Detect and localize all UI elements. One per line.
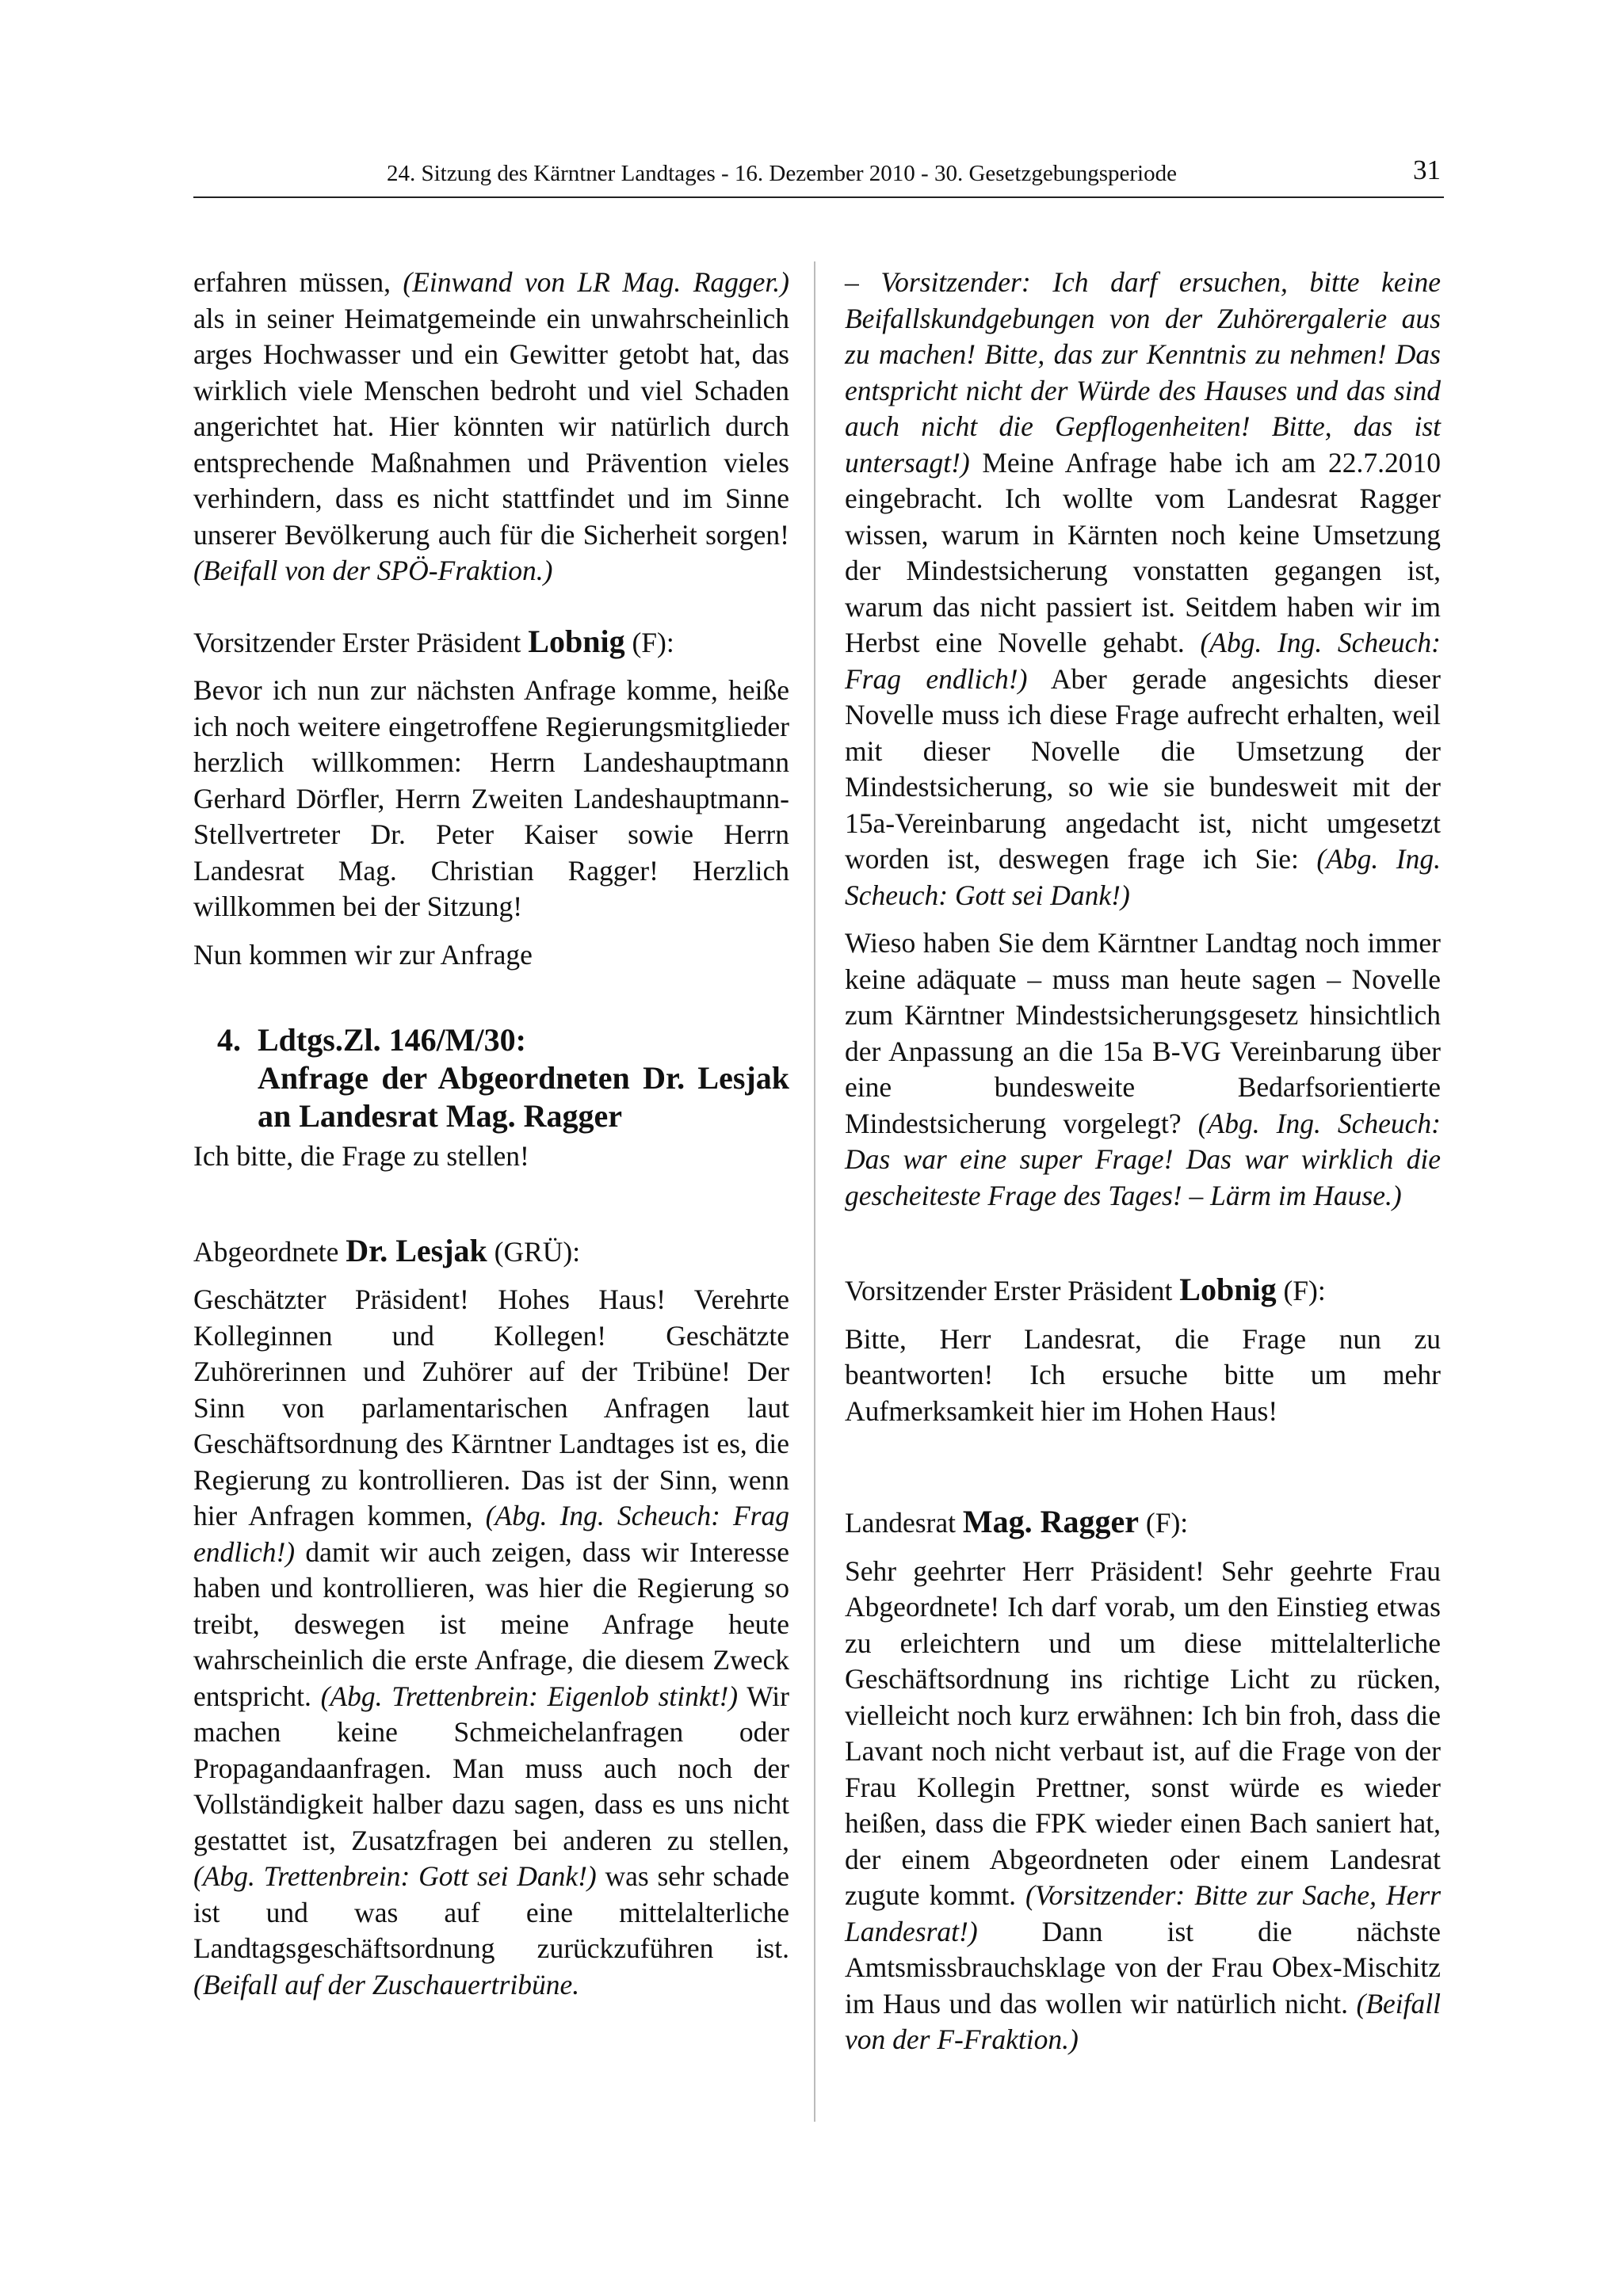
- agenda-item: [193, 1021, 789, 1135]
- speaker-name: Lobnig: [528, 623, 625, 659]
- interjection: (Vorsitzender: Bitte zur Sache, Herr Landesrat!): [845, 1879, 1442, 1947]
- paragraph: Geschätzter Präsident! Hohes Haus! Verehrte Kolleginnen und Kollegen! Geschätzte Zuhörerinnen und Zuhörer auf der Tribüne! Der Sinn von parlamentarischen Anfragen laut Geschäftsordnung des Kärntner Landtages ist es, die Regierung zu kontrollieren. Das ist der Sinn, wenn hier Anfragen kommen, (Abg. Ing. Scheuch: Frag endlich!) damit wir auch zeigen, dass wir Interesse haben und kontrollieren, was hier die Regierung so treibt, deswegen ist meine Anfrage heute wahrscheinlich die erste Anfrage, die diesem Zweck entspricht. (Abg. Trettenbrein: Eigenlob stinkt!) Wir machen keine Schmeichelanfragen oder Propagandaanfragen. Man muss auch noch der Vollständigkeit halber dazu sagen, dass es uns nicht gestattet ist, Zusatzfragen bei anderen zu stellen, (Abg. Trettenbrein: Gott sei Dank!) was sehr schade ist und was auf eine mittelalterliche Landtagsgeschäftsordnung zurückzuführen ist. (Beifall auf der Zuschauertribüne.: [193, 1283, 789, 2000]
- speaker-name: Mag. Ragger: [962, 1504, 1139, 1539]
- interjection: (Abg. Trettenbrein: Gott sei Dank!): [193, 1860, 597, 1892]
- speaker-heading: Vorsitzender Erster Präsident Lobnig (F):: [193, 623, 674, 659]
- interjection: (Abg. Ing. Scheuch: Gott sei Dank!): [845, 843, 1441, 911]
- agenda-reference: Ldtgs.Zl. 146/M/30:: [258, 1022, 526, 1058]
- header-title: 24. Sitzung des Kärntner Landtages - 16. Dezember 2010 - 30. Gesetzgebungsperiode: [387, 161, 1177, 186]
- interjection: (Einwand von LR Mag. Ragger.): [403, 266, 789, 298]
- paragraph: Sehr geehrter Herr Präsident! Sehr geehrte Frau Abgeordnete! Ich darf vorab, um den Einstieg etwas zu erleichtern und um diese mittelalterliche Geschäftsordnung ins richtige Licht zu rücken, vielleicht noch kurz erwähnen: Ich bin froh, dass die Lavant noch nicht verbaut ist, auf die Frage von der Frau Kollegin Prettner, sonst würde es wieder heißen, dass die FPK wieder einen Bach saniert hat, der einem Abgeordneten oder einem Landesrat zugute kommt. (Vorsitzender: Bitte zur Sache, Herr Landesrat!) Dann ist die nächste Amtsmissbrauchsklage von der Frau Obex-Mischitz im Haus und das wollen wir natürlich nicht. (Beifall von der F-Fraktion.): [845, 1554, 1442, 2055]
- paragraph: Ich bitte, die Frage zu stellen!: [193, 1140, 529, 1172]
- interjection: (Abg. Ing. Scheuch: Frag endlich!): [845, 627, 1441, 695]
- interjection: (Beifall von der F-Fraktion.): [845, 1987, 1441, 2055]
- paragraph: Bevor ich nun zur nächsten Anfrage komme, heiße ich noch weitere eingetroffene Regierungsmitglieder herzlich willkommen: Herrn Landeshauptmann Gerhard Dörfler, Herrn Zweiten Landeshauptmann-Stellvertreter Dr. Peter Kaiser sowie Herrn Landesrat Mag. Christian Ragger! Herzlich willkommen bei der Sitzung!: [193, 674, 789, 922]
- speaker-heading: Landesrat Mag. Ragger (F):: [845, 1504, 1189, 1539]
- speaker-name: Lobnig: [1179, 1272, 1277, 1307]
- running-header: [193, 155, 1444, 198]
- interjection: (Abg. Ing. Scheuch: Frag endlich!): [193, 1500, 789, 1568]
- page-number: 31: [1413, 154, 1441, 185]
- speaker-heading: Vorsitzender Erster Präsident Lobnig (F):: [845, 1272, 1326, 1307]
- speaker-name: Dr. Lesjak: [346, 1232, 487, 1268]
- agenda-title: Anfrage der Abgeordneten Dr. Lesjak an Landesrat Mag. Ragger: [258, 1060, 789, 1134]
- paragraph: – Vorsitzender: Ich darf ersuchen, bitte keine Beifallskundgebungen von der Zuhörergalerie aus zu machen! Bitte, das zur Kenntnis zu nehmen! Das entspricht nicht der Würde des Hauses und das sind auch nicht die Gepflogenheiten! Bitte, das ist untersagt!) Meine Anfrage habe ich am 22.7.2010 eingebracht. Ich wollte vom Landesrat Ragger wissen, warum in Kärnten noch keine Umsetzung der Mindestsicherung vonstatten gegangen ist, warum das nicht passiert ist. Seitdem haben wir im Herbst eine Novelle gehabt. (Abg. Ing. Scheuch: Frag endlich!) Aber gerade angesichts dieser Novelle muss ich diese Frage aufrecht erhalten, weil mit dieser Novelle die Umsetzung der Mindestsicherung, so wie sie bundesweit mit der 15a-Vereinbarung angedacht ist, nicht umgesetzt worden ist, deswegen frage ich Sie: (Abg. Ing. Scheuch: Gott sei Dank!): [845, 266, 1441, 911]
- right-column: [845, 265, 1441, 2058]
- paragraph: Wieso haben Sie dem Kärntner Landtag noch immer keine adäquate – muss man heute sagen – Novelle zum Kärntner Mindestsicherungsgesetz hinsichtlich der Anpassung an die 15a B-VG Vereinbarung über eine bundesweite Bedarfsorientierte Mindestsicherung vorgelegt? (Abg. Ing. Scheuch: Das war eine super Frage! Das war wirklich die gescheiteste Frage des Tages! – Lärm im Hause.): [845, 927, 1441, 1211]
- interjection: (Beifall auf der Zuschauertribüne.: [193, 1968, 580, 2000]
- interjection: (Abg. Trettenbrein: Eigenlob stinkt!): [320, 1680, 739, 1712]
- interjection: (Beifall von der SPÖ-Fraktion.): [193, 555, 553, 586]
- column-divider: [814, 261, 815, 2122]
- paragraph: erfahren müssen, (Einwand von LR Mag. Ragger.) als in seiner Heimatgemeinde ein unwahrscheinlich arges Hochwasser und ein Gewitter getobt hat, das wirklich viele Menschen bedroht und viel Schaden angerichtet hat. Hier könnten wir natürlich durch entsprechende Maßnahmen und Prävention vieles verhindern, dass es nicht stattfindet und im Sinne unserer Bevölkerung auch für die Sicherheit sorgen! (Beifall von der SPÖ-Fraktion.): [193, 266, 789, 586]
- paragraph: Bitte, Herr Landesrat, die Frage nun zu beantworten! Ich ersuche bitte um mehr Aufmerksamkeit hier im Hohen Haus!: [845, 1322, 1441, 1427]
- speaker-heading: Abgeordnete Dr. Lesjak (GRÜ):: [193, 1232, 581, 1268]
- paragraph: Nun kommen wir zur Anfrage: [193, 938, 533, 971]
- interjection: – Vorsitzender: Ich darf ersuchen, bitte keine Beifallskundgebungen von der Zuhörergalerie aus zu machen! Bitte, das zur Kenntnis zu nehmen! Das entspricht nicht der Würde des Hauses und das sind auch nicht die Gepflogenheiten! Bitte, das ist untersagt!): [845, 266, 1441, 479]
- interjection: (Abg. Ing. Scheuch: Das war eine super Frage! Das war wirklich die gescheiteste Frage des Tages! – Lärm im Hause.): [845, 1107, 1441, 1211]
- agenda-number: 4.: [217, 1022, 241, 1058]
- left-column: [193, 265, 789, 2003]
